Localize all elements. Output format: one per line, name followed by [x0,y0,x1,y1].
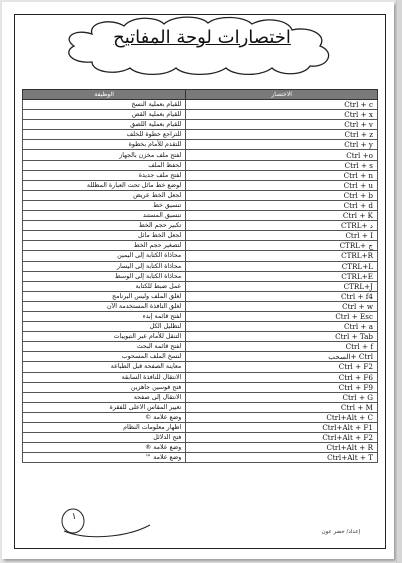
shortcut-cell: Ctrl + d [186,200,378,210]
function-cell: لوضع خط مائل تحت العبارة المظللة [23,180,186,190]
function-cell: فتح قوسين جاهزين [23,382,186,392]
function-cell: تغيير المقاس الاعلى للفقرة [23,402,186,412]
function-cell: لجعل الخط عريض [23,190,186,200]
table-row [23,433,378,443]
table-header-row [23,90,378,100]
table-row [23,221,378,231]
function-cell: الانتقال للنافذة السابقة [23,372,186,382]
function-cell: لنسخ الملف المسحوب [23,352,186,362]
shortcut-cell: CTRL+R [186,251,378,261]
shortcut-cell: CTRL+J [186,281,378,291]
shortcut-cell: Ctrl+Alt + F2 [186,433,378,443]
table-row [23,332,378,342]
function-cell: لفتح قائمة إبدء [23,311,186,321]
function-cell: للقيام بعملية القص [23,110,186,120]
function-cell: لفتح قائمة البحث [23,342,186,352]
table-row [23,231,378,241]
table-row [23,362,378,372]
shortcut-cell: Ctrl + u [186,180,378,190]
table-row [23,140,378,150]
shortcut-cell: Ctrl + y [186,140,378,150]
function-cell: لجعل الخط مائل [23,231,186,241]
shortcut-cell: Ctrl + c [186,100,378,110]
page-number: ١ [71,512,77,522]
shortcut-cell: Ctrl + F2 [186,362,378,372]
shortcut-cell: السحب+ Ctrl [186,352,378,362]
table-row [23,392,378,402]
shortcut-cell: Ctrl + v [186,120,378,130]
function-cell: تنسيق المستند [23,211,186,221]
table-row [23,311,378,321]
shortcut-cell: Ctrl + G [186,392,378,402]
table-row [23,211,378,221]
shortcut-cell: Ctrl + F6 [186,372,378,382]
table-row [23,190,378,200]
table-row [23,241,378,251]
function-cell: عمل ضبط للكتابة [23,281,186,291]
function-cell: محاذاة الكتابة إلى اليمين [23,251,186,261]
table-row [23,251,378,261]
function-cell: فتح الدلائل [23,433,186,443]
shortcuts-table [22,89,378,463]
table-row [23,402,378,412]
table-row [23,291,378,301]
table-row [23,412,378,422]
shortcut-cell: Ctrl + n [186,170,378,180]
function-cell: لفتح ملف جديدة [23,170,186,180]
function-cell: لتظليل الكل [23,322,186,332]
shortcut-cell: CTRL+ د [186,221,378,231]
function-cell: وضع علامة © [23,412,186,422]
function-cell: للتراجع خطوة للخلف [23,130,186,140]
table-row [23,261,378,271]
function-cell: وضع علامة ™ [23,453,186,463]
function-cell: محاذاة الكتابة إلى الوسط [23,271,186,281]
function-cell: للقيام بعملية النسخ [23,100,186,110]
shortcut-cell: Ctrl + Tab [186,332,378,342]
table-row [23,200,378,210]
shortcut-cell: Ctrl + f4 [186,291,378,301]
function-cell: لغلق النافذة المستخدمة الآن [23,301,186,311]
table-row [23,110,378,120]
shortcut-cell: Ctrl + w [186,301,378,311]
shortcut-cell: Ctrl+Alt + F1 [186,423,378,433]
table-row [23,352,378,362]
table-row [23,301,378,311]
function-cell: تكبير حجم الخط [23,221,186,231]
shortcut-cell: Ctrl + F9 [186,382,378,392]
function-cell: لتصغير حجم الخط [23,241,186,251]
shortcut-cell: CTRL+L [186,261,378,271]
shortcut-cell: Ctrl + x [186,110,378,120]
table-row [23,180,378,190]
shortcut-cell: Ctrl+Alt + C [186,412,378,422]
table-row [23,382,378,392]
shortcut-cell: Ctrl + K [186,211,378,221]
vertical-scrollbar[interactable] [396,0,402,563]
table-row [23,281,378,291]
function-cell: محاذاة الكتابة إلى اليسار [23,261,186,271]
shortcut-cell: Ctrl + M [186,402,378,412]
table-row [23,423,378,433]
shortcut-cell: Ctrl+Alt + T [186,453,378,463]
shortcut-cell: Ctrl + Esc [186,311,378,321]
function-cell: للتقدم للأمام بخطوة [23,140,186,150]
shortcut-cell: Ctrl + s [186,160,378,170]
shortcut-cell: Ctrl + I [186,231,378,241]
table-row [23,170,378,180]
table-row [23,120,378,130]
author-credit: إعداد/ خضر عون [321,529,360,535]
table-row [23,453,378,463]
function-cell: وضع علامة ® [23,443,186,453]
table-row [23,100,378,110]
shortcut-cell: Ctrl +o [186,150,378,160]
shortcut-cell: CTRL+E [186,271,378,281]
shortcut-cell: Ctrl + f [186,342,378,352]
document-page [2,2,394,559]
table-row [23,271,378,281]
function-cell: اظهار معلومات النظام [23,423,186,433]
page-title: اختصارات لوحة المفاتيح [113,27,291,48]
table-row [23,130,378,140]
table-row [23,150,378,160]
table-row [23,372,378,382]
table-row [23,342,378,352]
shortcut-cell: Ctrl+Alt + R [186,443,378,453]
function-cell: لفتح ملف مخزن بالجهاز [23,150,186,160]
function-cell: تنسيق خط [23,200,186,210]
function-cell: لغلق الملف وليس البرنامج [23,291,186,301]
shortcut-cell: Ctrl + a [186,322,378,332]
table-row [23,322,378,332]
table-row [23,443,378,453]
shortcut-cell: Ctrl + b [186,190,378,200]
shortcut-cell: CTRL+ ج [186,241,378,251]
function-cell: التنقل للأمام عبر التبويبات [23,332,186,342]
function-cell: معاينة الصفحة قبل الطباعة [23,362,186,372]
function-column-header: الوظيفة [23,90,186,100]
shortcut-cell: Ctrl + z [186,130,378,140]
shortcut-column-header: الاختصار [186,90,378,100]
function-cell: للقيام بعملية اللصق [23,120,186,130]
function-cell: لحفظ الملف [23,160,186,170]
function-cell: الانتقال إلى صفحة [23,392,186,402]
table-row [23,160,378,170]
